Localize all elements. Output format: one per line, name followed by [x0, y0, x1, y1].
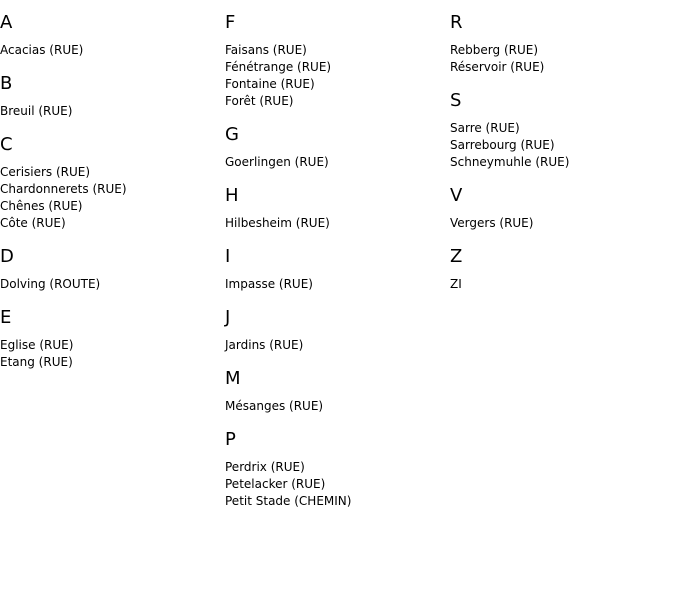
street-link[interactable]: Cerisiers (RUE): [0, 165, 91, 179]
street-link[interactable]: Côte (RUE): [0, 216, 66, 230]
street-link[interactable]: Forêt (RUE): [225, 94, 294, 108]
letter-group-j: [225, 307, 450, 354]
street-link[interactable]: Schneymuhle (RUE): [450, 155, 570, 169]
street-index-column-1: [0, 12, 225, 385]
letter-group-b: [0, 73, 225, 120]
street-link[interactable]: Faisans (RUE): [225, 43, 307, 57]
street-list: [225, 42, 450, 110]
letter-heading: A: [0, 12, 13, 33]
street-list: [0, 276, 225, 293]
street-link[interactable]: Petelacker (RUE): [225, 477, 326, 491]
street-list: [225, 459, 450, 510]
letter-group-e: [0, 307, 225, 371]
letter-heading: C: [0, 134, 13, 155]
street-link[interactable]: Etang (RUE): [0, 355, 73, 369]
street-list: [225, 276, 450, 293]
street-link[interactable]: Sarrebourg (RUE): [450, 138, 555, 152]
letter-heading: E: [0, 307, 12, 328]
letter-group-s: [450, 90, 675, 171]
letter-group-c: [0, 134, 225, 232]
street-list: [0, 337, 225, 371]
street-list: [225, 215, 450, 232]
street-list: [0, 164, 225, 232]
street-link[interactable]: Rebberg (RUE): [450, 43, 539, 57]
street-list: [0, 42, 225, 59]
letter-group-g: [225, 124, 450, 171]
street-link[interactable]: Perdrix (RUE): [225, 460, 305, 474]
letter-heading: G: [225, 124, 239, 145]
street-link[interactable]: Breuil (RUE): [0, 104, 73, 118]
street-list: [225, 337, 450, 354]
letter-heading: P: [225, 429, 236, 450]
letter-group-h: [225, 185, 450, 232]
letter-group-m: [225, 368, 450, 415]
street-list: [450, 215, 675, 232]
letter-heading: S: [450, 90, 462, 111]
street-link[interactable]: Hilbesheim (RUE): [225, 216, 330, 230]
street-list: [225, 154, 450, 171]
street-link[interactable]: Chardonnerets (RUE): [0, 182, 127, 196]
street-list: [450, 120, 675, 171]
letter-group-z: [450, 246, 675, 293]
letter-group-d: [0, 246, 225, 293]
street-link[interactable]: ZI: [450, 277, 462, 291]
letter-group-v: [450, 185, 675, 232]
letter-group-f: [225, 12, 450, 110]
street-link[interactable]: Impasse (RUE): [225, 277, 313, 291]
street-link[interactable]: Vergers (RUE): [450, 216, 534, 230]
street-link[interactable]: Fontaine (RUE): [225, 77, 315, 91]
street-link[interactable]: Réservoir (RUE): [450, 60, 545, 74]
letter-heading: V: [450, 185, 463, 206]
street-list: [450, 42, 675, 76]
street-link[interactable]: Petit Stade (CHEMIN): [225, 494, 352, 508]
street-list: [225, 398, 450, 415]
letter-heading: Z: [450, 246, 463, 267]
street-link[interactable]: Eglise (RUE): [0, 338, 74, 352]
street-link[interactable]: Jardins (RUE): [225, 338, 304, 352]
letter-heading: D: [0, 246, 14, 267]
letter-heading: H: [225, 185, 239, 206]
letter-heading: J: [225, 307, 231, 328]
street-link[interactable]: Dolving (ROUTE): [0, 277, 101, 291]
letter-group-r: [450, 12, 675, 76]
street-index-column-3: [450, 12, 675, 307]
street-link[interactable]: Goerlingen (RUE): [225, 155, 329, 169]
letter-heading: F: [225, 12, 236, 33]
street-list: [450, 276, 675, 293]
letter-heading: I: [225, 246, 231, 267]
street-link[interactable]: Chênes (RUE): [0, 199, 83, 213]
street-link[interactable]: Fénétrange (RUE): [225, 60, 332, 74]
street-index-column-2: [225, 12, 450, 524]
street-list: [0, 103, 225, 120]
letter-group-i: [225, 246, 450, 293]
street-link[interactable]: Mésanges (RUE): [225, 399, 324, 413]
letter-group-p: [225, 429, 450, 510]
letter-heading: R: [450, 12, 463, 33]
letter-heading: M: [225, 368, 241, 389]
letter-heading: B: [0, 73, 13, 94]
street-link[interactable]: Sarre (RUE): [450, 121, 520, 135]
street-link[interactable]: Acacias (RUE): [0, 43, 84, 57]
letter-group-a: [0, 12, 225, 59]
